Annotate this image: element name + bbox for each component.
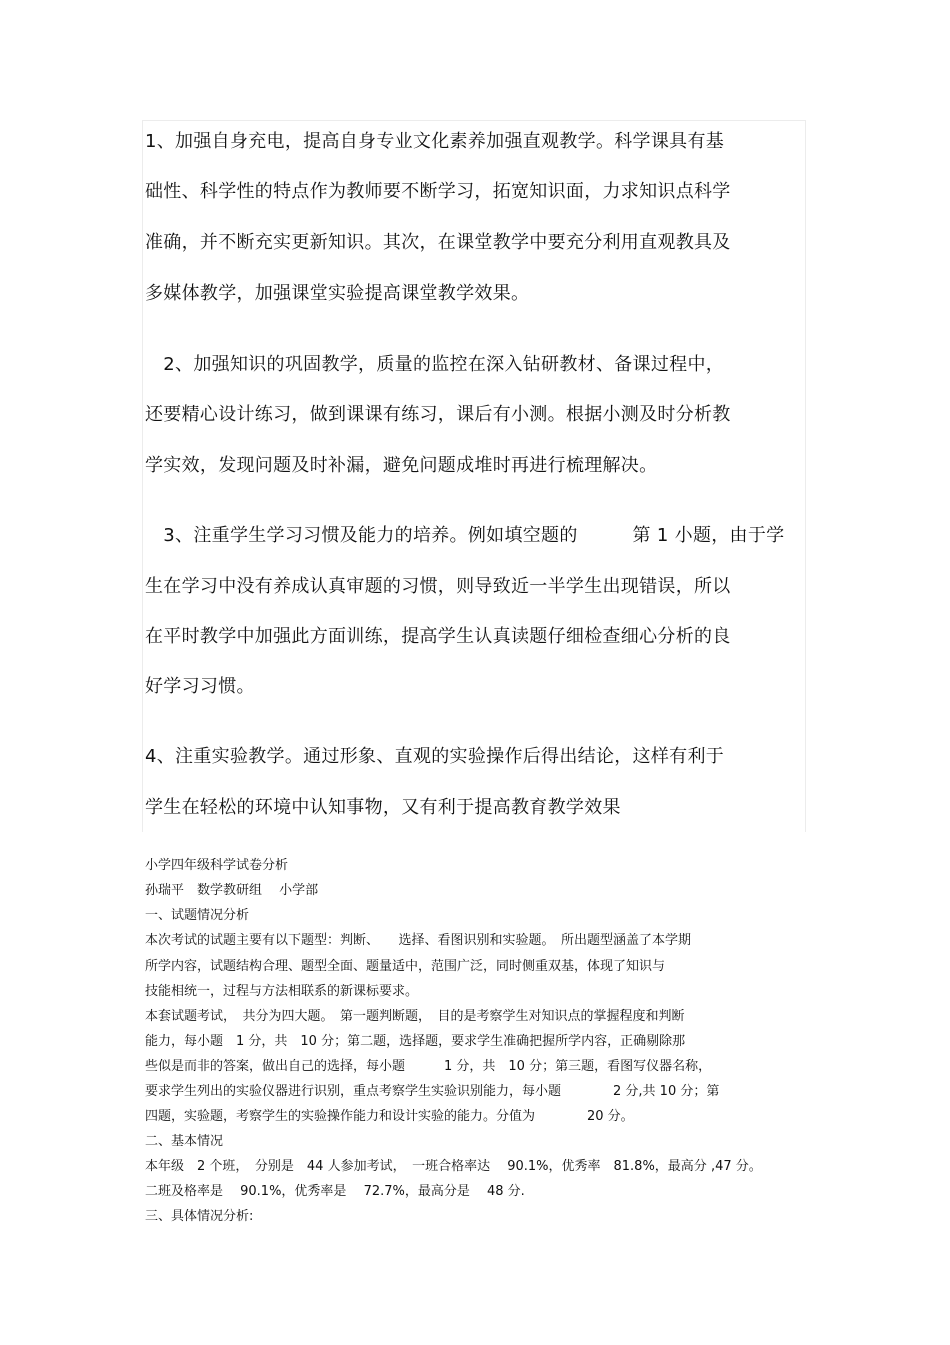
section-1-line-2: 所学内容，试题结构合理、题型全面、题量适中，范围广泛，同时侧重双基，体现了知识与 — [145, 959, 666, 974]
paragraph-2-line-1: 2、加强知识的巩固教学，质量的监控在深入钻研教材、备课过程中， — [145, 354, 725, 375]
section-1-line-5: 能力，每小题 1 分，共 10 分；第二题，选择题，要求学生准确把握所学内容，正确剔除那 — [145, 1034, 686, 1049]
paragraph-3-line-4: 好学习习惯。 — [145, 676, 255, 697]
section-1-line-3: 技能相统一，过程与方法相联系的新课标要求。 — [145, 984, 419, 999]
paragraph-1-line-4: 多媒体教学，加强课堂实验提高课堂教学效果。 — [145, 283, 530, 304]
paragraph-1-line-2: 础性、科学性的特点作为教师要不断学习，拓宽知识面，力求知识点科学 — [145, 181, 731, 202]
section-1-line-6: 些似是而非的答案，做出自己的选择，每小题 1 分，共 10 分；第三题，看图写仪器名称， — [145, 1059, 712, 1074]
paragraph-2-line-2: 还要精心设计练习，做到课课有练习，课后有小测。根据小测及时分析教 — [145, 404, 731, 425]
section-1-line-7: 要求学生列出的实验仪器进行识别，重点考察学生实验识别能力，每小题 2 分,共 10 分；第 — [145, 1084, 720, 1099]
paragraph-3-line-3: 在平时教学中加强此方面训练，提高学生认真读题仔细检查细心分析的良 — [145, 626, 731, 647]
paragraph-1-line-3: 准确，并不断充实更新知识。其次，在课堂教学中要充分利用直观教具及 — [145, 232, 731, 253]
paragraph-3-line-2: 生在学习中没有养成认真审题的习惯，则导致近一半学生出现错误，所以 — [145, 576, 731, 597]
doc-title: 小学四年级科学试卷分析 — [145, 858, 289, 873]
section-heading-2: 二、基本情况 — [145, 1134, 224, 1149]
section-1-line-8: 四题，实验题，考察学生的实验操作能力和设计实验的能力。分值为 20 分。 — [145, 1109, 634, 1124]
section-1-line-1: 本次考试的试题主要有以下题型：判断、 选择、看图识别和实验题。 所出题型涵盖了本学期 — [145, 933, 692, 948]
section-heading-1: 一、试题情况分析 — [145, 908, 250, 923]
paragraph-4-line-2: 学生在轻松的环境中认知事物，又有利于提高教育教学效果 — [145, 797, 621, 818]
paragraph-2-line-3: 学实效，发现问题及时补漏，避免问题成堆时再进行梳理解决。 — [145, 455, 658, 476]
section-heading-3: 三、具体情况分析: — [145, 1209, 254, 1224]
section-2-line-2: 二班及格率是 90.1%，优秀率是 72.7%，最高分是 48 分. — [145, 1184, 525, 1199]
doc-author: 孙瑞平 数学教研组 小学部 — [145, 883, 319, 898]
section-2-line-1: 本年级 2 个班， 分别是 44 人参加考试， 一班合格率达 90.1%，优秀率 81.8%，最高分 ,47 分。 — [145, 1159, 762, 1174]
paragraph-1-line-1: 1、加强自身充电，提高自身专业文化素养加强直观教学。科学课具有基 — [145, 131, 725, 152]
section-1-line-4: 本套试题考试， 共分为四大题。 第一题判断题， 目的是考察学生对知识点的掌握程度和判断 — [145, 1009, 685, 1024]
paragraph-4-line-1: 4、注重实验教学。通过形象、直观的实验操作后得出结论，这样有利于 — [145, 746, 725, 767]
paragraph-3-line-1: 3、注重学生学习习惯及能力的培养。例如填空题的 第 1 小题，由于学 — [145, 525, 785, 546]
